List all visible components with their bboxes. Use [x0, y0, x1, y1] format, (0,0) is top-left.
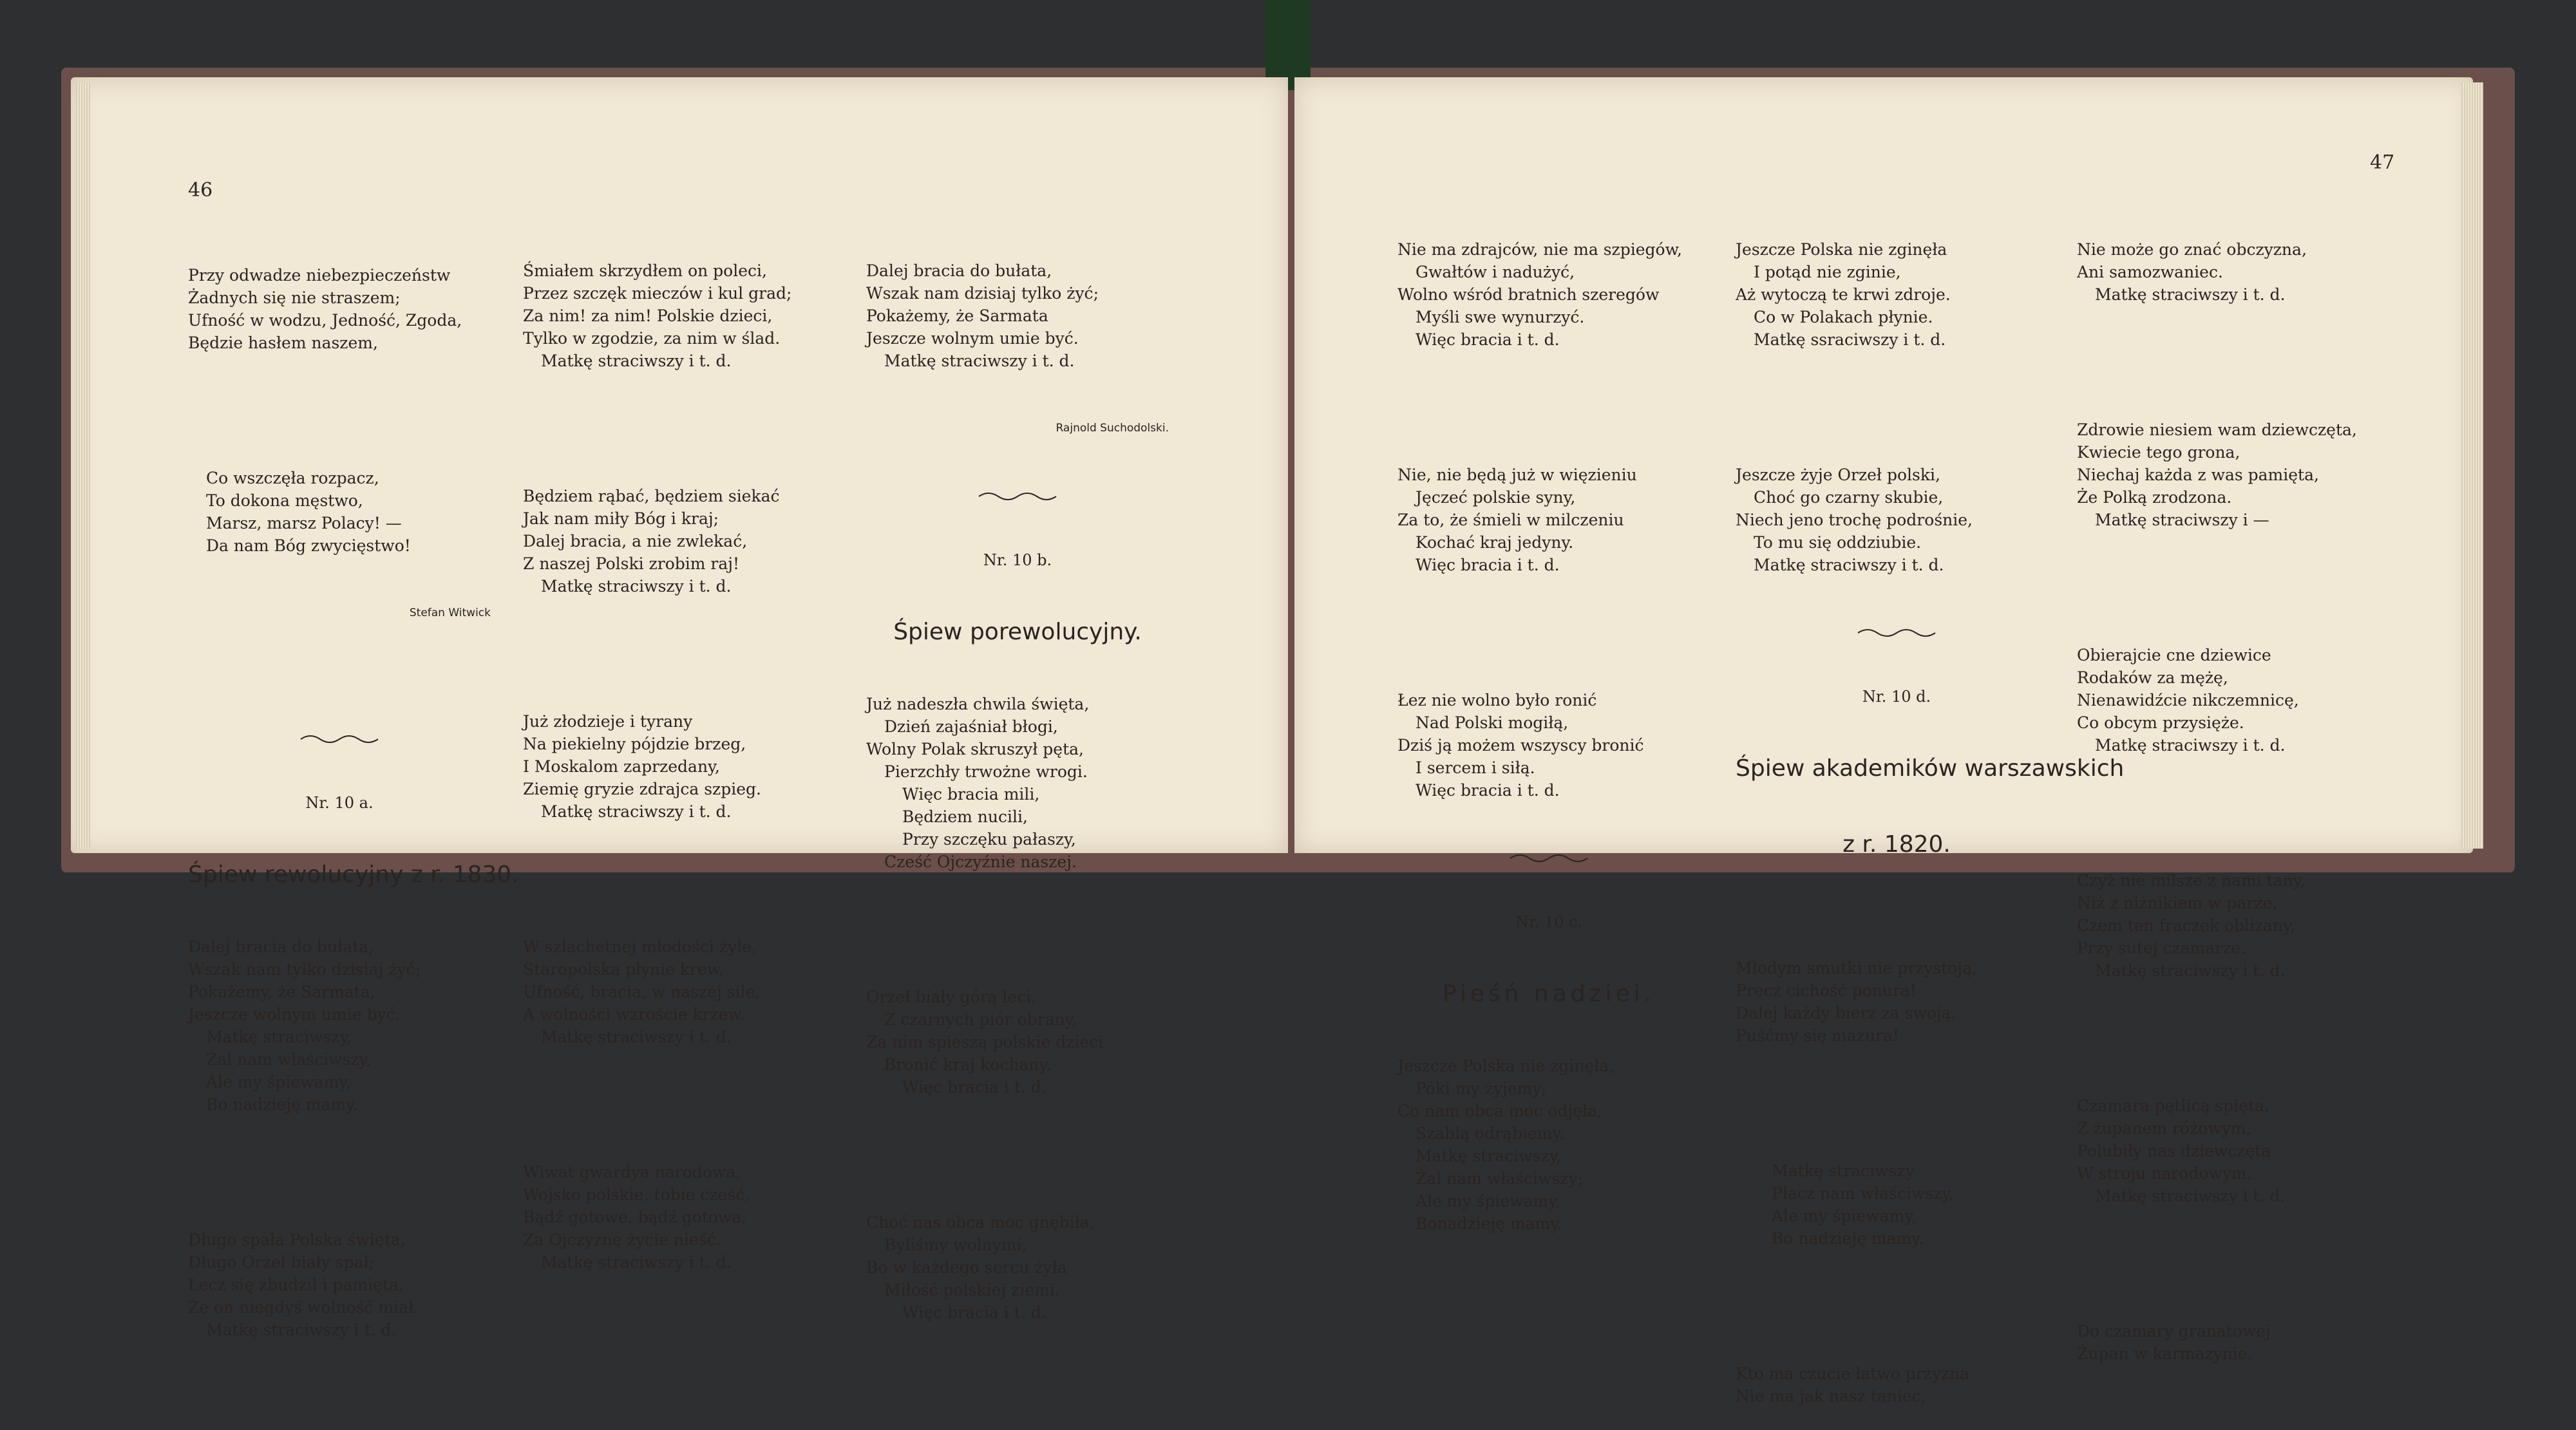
song-number: Nr. 10 b.: [983, 551, 1052, 569]
verse-line: Że Polką zrodzona.: [2077, 488, 2232, 507]
verse-line: Bo nadzieję mamy.: [1772, 1229, 1924, 1248]
verse-line: Z żupanem różowym,: [2077, 1119, 2251, 1138]
verse-line: Niech jeno trochę podrośnie,: [1736, 511, 1973, 529]
verse-line: Więc bracia i t. d.: [1416, 781, 1560, 800]
verse-line: Matkę straciwszy i t. d.: [206, 1321, 397, 1339]
stanza: [866, 259, 1169, 372]
verse-line: Matkę straciwszy i t. d.: [541, 802, 732, 821]
verse-line: Cześć Ojczyźnie naszej.: [884, 852, 1077, 871]
verse-line: Bądź gotowe, bądź gotowa,: [523, 1208, 747, 1227]
stanza: [523, 259, 826, 372]
verse-line: Więc bracia i t. d.: [902, 1078, 1046, 1096]
song-title: Pieśń nadziei.: [1442, 981, 1656, 1007]
verse-line: Więc bracia i t. d.: [1416, 330, 1560, 349]
song-title: Śpiew porewolucyjny.: [893, 619, 1142, 645]
ornament: [188, 728, 491, 747]
stanza: [523, 710, 826, 823]
verse-line: Więc bracia mili,: [902, 785, 1040, 804]
verse-line: Czyż nie milsze z nami tany,: [2077, 871, 2306, 890]
verse-line: Choć go czarny skubie,: [1754, 488, 1944, 507]
stanza: [523, 936, 826, 1048]
verse-line: Będziem nucili,: [902, 807, 1028, 826]
song-title-line-2: z r. 1820.: [1842, 831, 1951, 858]
verse-line: Póki my żyjemy;: [1416, 1079, 1547, 1098]
verse-line: Ziemię gryzie zdrajca szpieg.: [523, 780, 761, 798]
verse-line: Już nadeszła chwila święta,: [866, 695, 1090, 713]
verse-line: Długo spała Polska święta,: [188, 1230, 406, 1249]
verse-line: Więc bracia i t. d.: [902, 1303, 1046, 1322]
verse-line: Kwiecie tego grona,: [2077, 443, 2240, 462]
verse-line: Lecz się zbudził i pamięta,: [188, 1275, 404, 1294]
stanza: [2077, 869, 2386, 982]
right-column-3: [2077, 193, 2386, 1388]
verse-line: Bo w każdego sercu żyła: [866, 1258, 1067, 1277]
left-column-2: [523, 214, 826, 1296]
verse-line: Dalej każdy bierz za swoją,: [1736, 1004, 1956, 1022]
verse-line: Matkę straciwszy i t. d.: [541, 1253, 732, 1272]
verse-line: Byliśmy wolnymi,: [884, 1236, 1027, 1254]
verse-line: Więc bracia i t. d.: [1416, 556, 1560, 574]
verse-line: Płacz nam właściwszy,: [1772, 1184, 1954, 1203]
verse-line: Czamara pętlicą spięta,: [2077, 1096, 2269, 1115]
verse-line: Pokażemy, że Sarmata,: [188, 983, 375, 1001]
verse-line: I sercem i siłą.: [1416, 758, 1535, 777]
verse-line: Przy sutej czamarze.: [2077, 939, 2246, 957]
verse-line: A wolności wzroście krzew.: [523, 1005, 745, 1024]
verse-line: Jeszcze Polska nie zginęła: [1736, 240, 1947, 259]
verse-line: Co nam obca moc odjęła,: [1397, 1102, 1602, 1120]
verse-line: Puśćmy się mazura!: [1736, 1026, 1899, 1045]
verse-line: Polubiły nas dziewczęta: [2077, 1142, 2271, 1160]
verse-line: Staropolska płynie krew,: [523, 960, 724, 979]
verse-line: Gwałtów i nadużyć,: [1416, 263, 1575, 281]
verse-line: Matkę straciwszy i t. d.: [2095, 961, 2286, 980]
stanza: [1736, 957, 2058, 1047]
verse-line: Co w Polakach płynie.: [1754, 308, 1933, 326]
stanza: [2077, 238, 2386, 306]
verse-line: Za nim! za nim! Polskie dzieci,: [523, 306, 773, 325]
verse-line: Matkę straciwszy i t. d.: [2095, 736, 2286, 755]
verse-line: Ale my śpiewamy,: [206, 1073, 351, 1091]
verse-line: Rodaków za mężę,: [2077, 668, 2228, 687]
verse-line: Już złodzieje i tyrany: [523, 712, 693, 731]
verse-line: Na piekielny pójdzie brzeg,: [523, 735, 746, 753]
verse-line: Jeszcze Polska nie zginęła,: [1397, 1057, 1615, 1075]
verse-line: Młodym smutki nie przystoją,: [1736, 959, 1977, 977]
verse-line: Ale my śpiewamy,: [1772, 1207, 1917, 1225]
author-signature: Rajnold Suchodolski.: [1056, 422, 1169, 435]
song-title: Śpiew rewolucyjny z r. 1830.: [188, 861, 519, 888]
song-number: Nr. 10 d.: [1862, 688, 1931, 706]
page-number-left: 46: [188, 179, 213, 202]
verse-line: Szablą odrąbiemy.: [1416, 1124, 1565, 1143]
verse-line: Jeszcze wolnym umie być.: [866, 329, 1079, 348]
verse-line: Matkę straciwszy: [1772, 1162, 1915, 1180]
verse-line: Łez nie wolno było ronić: [1397, 691, 1597, 710]
stanza: [866, 1211, 1169, 1324]
verse-line: Kto ma czucie łatwo przyzna: [1736, 1364, 1970, 1383]
verse-line: Żal nam właściwszy,: [206, 1050, 372, 1069]
verse-line: Aż wytoczą te krwi zdroje.: [1736, 285, 1951, 304]
stanza: [1736, 1160, 2058, 1250]
verse-line: Wolno wśród bratnich szeregów: [1397, 285, 1660, 304]
verse-line: Długo Orzeł biały spał;: [188, 1253, 375, 1272]
song-title: Śpiew akademików warszawskich: [1736, 755, 2125, 782]
verse-line: Tylko w zgodzie, za nim w ślad.: [523, 329, 781, 348]
verse-line: Nad Polski mogiłą,: [1416, 713, 1569, 732]
verse-line: To dokona męstwo,: [206, 491, 363, 510]
verse-line: Matkę straciwszy,: [206, 1028, 352, 1046]
stanza: [866, 986, 1169, 1098]
verse-line: Jeszcze wolnym umie być.: [188, 1005, 401, 1024]
right-column-2: [1736, 193, 2125, 1430]
stanza: [2077, 1095, 2386, 1207]
verse-line: Żupan w karmazynie,: [2077, 1344, 2253, 1363]
verse-line: Będziem rąbać, będziem siekać: [523, 487, 780, 505]
verse-line: Jeszcze żyje Orzeł polski,: [1736, 466, 1940, 484]
song-number: Nr. 10 c.: [1515, 913, 1583, 931]
verse-line: Jęczeć polskie syny,: [1416, 488, 1576, 507]
verse-line: Z naszej Polski zrobim raj!: [523, 554, 740, 573]
left-column-1: [188, 219, 519, 1364]
stanza: [1736, 1362, 2058, 1407]
stanza: [188, 264, 491, 354]
verse-line: Czem ten fraczek oblizany,: [2077, 916, 2295, 935]
verse-line: Żadnych się nie straszem;: [188, 288, 401, 307]
ornament: [1397, 847, 1700, 866]
left-column-3: [866, 214, 1169, 1346]
stanza: [188, 936, 491, 1116]
verse-line: Matkę straciwszy i —: [2095, 511, 2269, 529]
verse-line: W szlachetnej młodości żyle,: [523, 937, 757, 956]
verse-line: Myśli swe wynurzyć.: [1416, 308, 1585, 326]
verse-line: To mu się oddziubie.: [1754, 533, 1922, 552]
verse-line: Co obcym przysięże.: [2077, 713, 2244, 732]
verse-line: Ale my śpiewamy,: [1416, 1192, 1560, 1210]
author-signature: Stefan Witwick: [409, 607, 491, 619]
verse-line: Do czamary granatowej: [2077, 1322, 2271, 1341]
stanza: [1397, 1055, 1700, 1235]
verse-line: Że on niegdyś wolność miał.: [188, 1298, 419, 1317]
stanza: [1736, 238, 2058, 351]
verse-line: Matkę straciwszy i t. d.: [2095, 1187, 2286, 1205]
verse-line: Dziś ją możem wszyscy bronić: [1397, 736, 1644, 755]
verse-line: Za to, że śmieli w milczeniu: [1397, 511, 1624, 529]
stanza: [188, 467, 491, 557]
verse-line: Precz cichość ponura!: [1736, 981, 1917, 1000]
verse-line: Wiwat gwardya narodowa,: [523, 1163, 741, 1181]
verse-line: Nie, nie będą już w więzieniu: [1397, 466, 1637, 484]
right-page-edges: [2461, 82, 2483, 849]
verse-line: Nienawidźcie nikczemnicę,: [2077, 691, 2299, 710]
verse-line: Wojsko polskie, tobie cześć,: [523, 1185, 750, 1204]
ornament: [866, 485, 1169, 504]
verse-line: Z czarnych piór obrany,: [884, 1010, 1077, 1029]
verse-line: Żal nam właściwszy;: [1416, 1169, 1584, 1188]
stanza: [866, 693, 1169, 873]
ornament: [1736, 621, 2058, 641]
verse-line: Da nam Bóg zwycięstwo!: [206, 536, 411, 555]
verse-line: Marsz, marsz Polacy! —: [206, 514, 402, 532]
verse-line: Dalej bracia do bułata,: [188, 937, 374, 956]
green-ribbon: [1265, 0, 1311, 90]
verse-line: Pierzchły trwożne wrogi.: [884, 762, 1088, 781]
verse-line: Matkę straciwszy i t. d.: [541, 352, 732, 370]
verse-line: I Moskalom zaprzedany,: [523, 757, 720, 776]
verse-line: Matkę straciwszy i t. d.: [541, 1028, 732, 1046]
page-number-right: 47: [2370, 151, 2395, 174]
verse-line: Matkę straciwszy i t. d.: [1754, 556, 1944, 574]
stanza: [2077, 419, 2386, 531]
verse-line: Zdrowie niesiem wam dziewczęta,: [2077, 420, 2357, 439]
verse-line: Jak nam miły Bóg i kraj;: [523, 509, 719, 528]
stanza: [1397, 464, 1700, 576]
verse-line: Matkę ssraciwszy i t. d.: [1754, 330, 1946, 349]
verse-line: Nie ma jak nasz taniec,: [1736, 1387, 1926, 1406]
verse-line: Przy odwadze niebezpieczeństw: [188, 266, 451, 285]
verse-line: Bo nadzieję mamy.: [206, 1095, 358, 1114]
verse-line: Kochać kraj jedyny.: [1416, 533, 1574, 552]
song-number: Nr. 10 a.: [305, 794, 374, 812]
stanza: [2077, 1320, 2386, 1365]
verse-line: Obierajcie cne dziewice: [2077, 646, 2271, 664]
verse-line: Wszak nam dzisiaj tylko żyć;: [866, 284, 1099, 303]
verse-line: Co wszczęła rozpacz,: [206, 469, 379, 487]
left-page-edges: [76, 82, 90, 849]
verse-line: Nie może go znać obczyzna,: [2077, 240, 2307, 259]
verse-line: Przez szczęk mieczów i kul grad;: [523, 284, 792, 303]
verse-line: Za nim spieszą polskie dzieci: [866, 1033, 1104, 1051]
verse-line: Pokażemy, że Sarmata: [866, 306, 1048, 325]
verse-line: Dzień zajaśniał błogi,: [884, 717, 1058, 736]
verse-line: Przy szczęku pałaszy,: [902, 830, 1076, 849]
verse-line: Dalej bracia, a nie zwlekać,: [523, 532, 748, 550]
verse-line: Matkę straciwszy i t. d.: [2095, 285, 2286, 304]
right-column-1: [1397, 193, 1700, 1257]
stanza: [523, 485, 826, 597]
verse-line: Miłość polskiej ziemi.: [884, 1281, 1060, 1299]
verse-line: Dalej bracia do bułata,: [866, 261, 1052, 280]
verse-line: Wolny Polak skruszył pęta,: [866, 740, 1084, 758]
verse-line: Matkę straciwszy i t. d.: [541, 577, 732, 596]
stanza: [1397, 689, 1700, 802]
verse-line: Bonadzieję mamy.: [1416, 1214, 1562, 1233]
stanza: [1736, 464, 2058, 576]
verse-line: Wszak nam tylko dzisiaj żyć;: [188, 960, 421, 979]
verse-line: Matkę straciwszy i t. d.: [884, 352, 1075, 370]
stanza: [2077, 644, 2386, 757]
verse-line: Za Ojczyznę życie nieść.: [523, 1230, 721, 1249]
verse-line: Matkę straciwszy,: [1416, 1147, 1562, 1165]
verse-line: Nie ma zdrajców, nie ma szpiegów,: [1397, 240, 1682, 259]
verse-line: Śmiałem skrzydłem on poleci,: [523, 261, 767, 280]
stanza: [523, 1161, 826, 1274]
verse-line: Orzeł biały górą leci,: [866, 988, 1037, 1006]
verse-line: Niż z niżnikiem w parze,: [2077, 894, 2278, 912]
verse-line: Choć nas obca moc gnębiła,: [866, 1213, 1095, 1232]
verse-line: I potąd nie zginie,: [1754, 263, 1901, 281]
verse-line: W stroju narodowym.: [2077, 1164, 2252, 1183]
verse-line: Ani samozwaniec.: [2077, 263, 2223, 281]
verse-line: Bronić kraj kochany.: [884, 1055, 1052, 1074]
verse-line: Niechaj każda z was pamięta,: [2077, 466, 2319, 484]
verse-line: Będzie hasłem naszem,: [188, 334, 378, 352]
verse-line: Ufność, bracia, w naszej sile,: [523, 983, 761, 1001]
verse-line: Ufność w wodzu, Jedność, Zgoda,: [188, 311, 462, 330]
stanza: [188, 1228, 491, 1341]
stanza: [1397, 238, 1700, 351]
